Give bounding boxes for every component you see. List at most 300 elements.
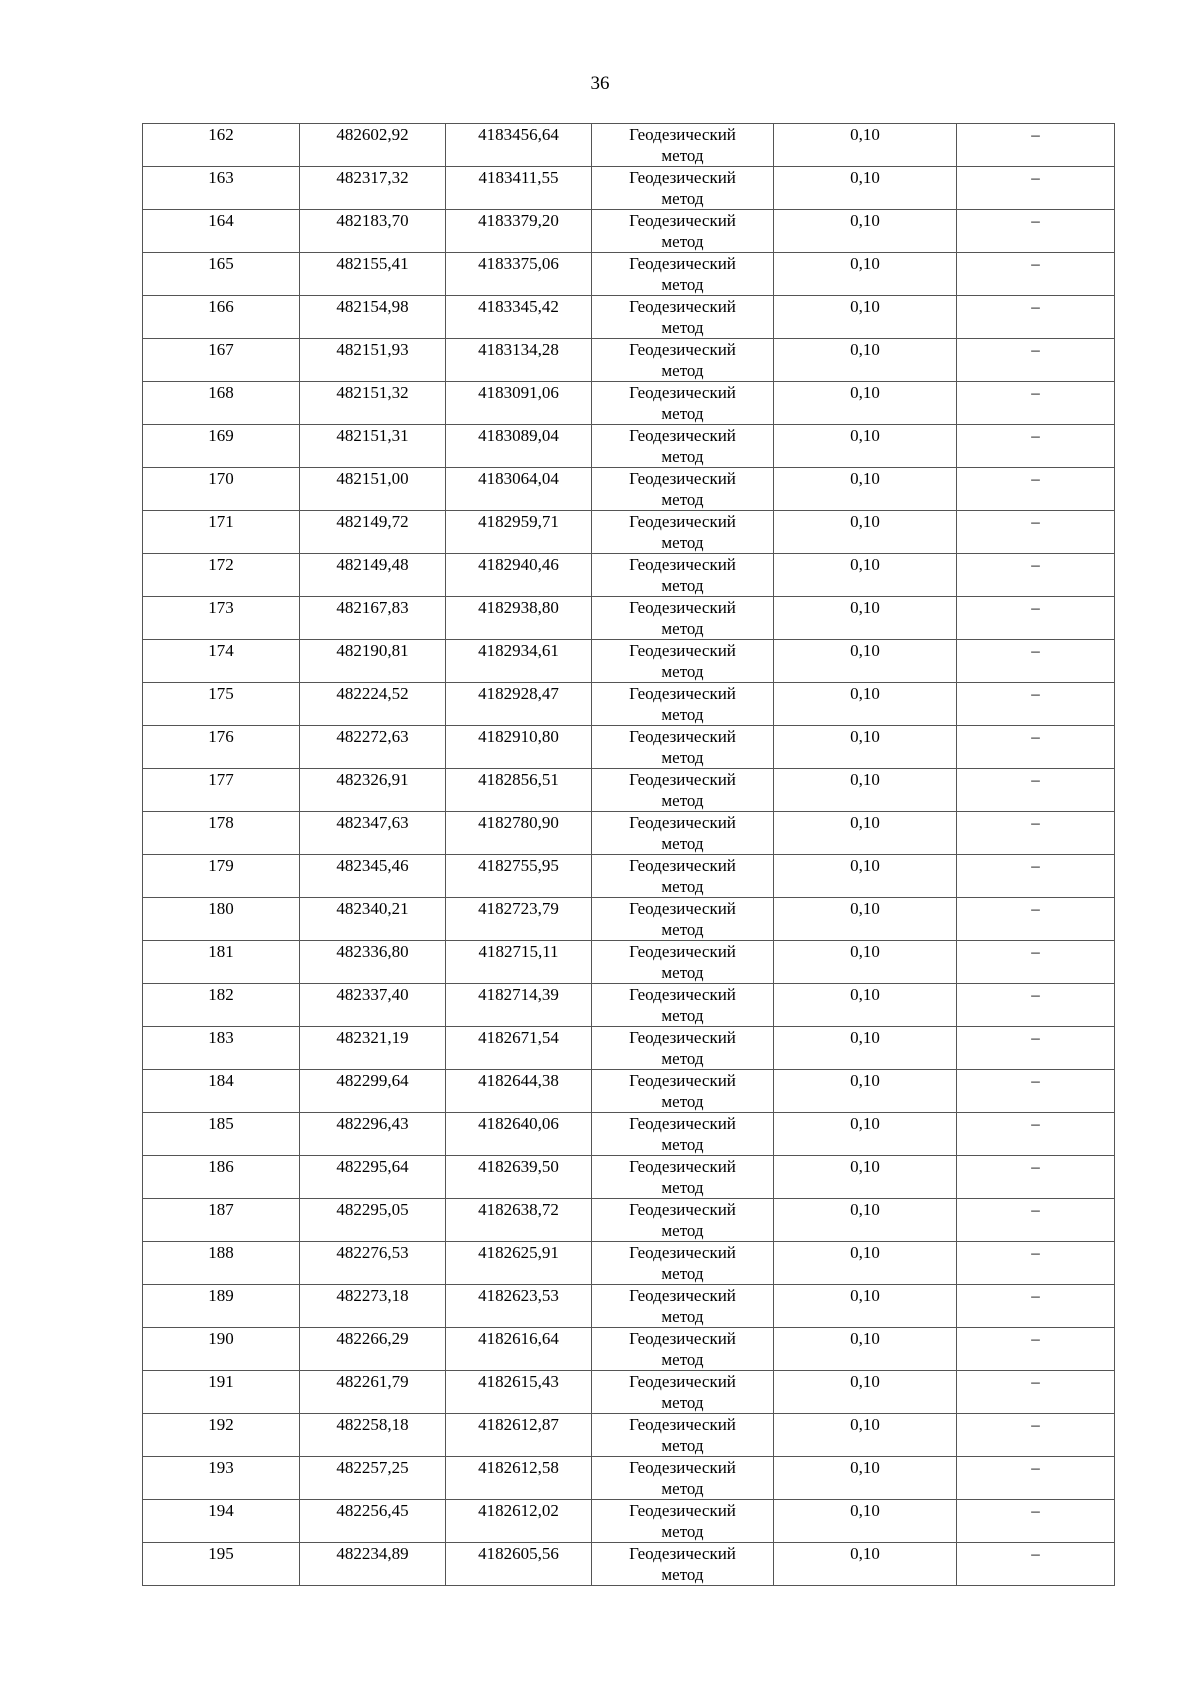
y-coordinate-cell: 4182625,91 (446, 1242, 592, 1285)
table-row (143, 1371, 1115, 1414)
method-cell (592, 769, 774, 812)
accuracy-cell: 0,10 (774, 1199, 957, 1242)
accuracy-cell: 0,10 (774, 511, 957, 554)
x-coordinate-cell: 482151,00 (300, 468, 446, 511)
method-line-1: Геодезический (629, 1157, 736, 1176)
note-cell: – (957, 468, 1115, 511)
y-coordinate-cell: 4182612,87 (446, 1414, 592, 1457)
method-line-2: метод (661, 1393, 704, 1412)
method-cell (592, 855, 774, 898)
accuracy-cell: 0,10 (774, 468, 957, 511)
y-coordinate-cell: 4183091,06 (446, 382, 592, 425)
x-coordinate-cell: 482337,40 (300, 984, 446, 1027)
accuracy-cell: 0,10 (774, 640, 957, 683)
table-row (143, 1113, 1115, 1156)
method-cell (592, 640, 774, 683)
method-cell (592, 253, 774, 296)
note-cell: – (957, 1285, 1115, 1328)
note-cell: – (957, 984, 1115, 1027)
point-number-cell: 181 (143, 941, 300, 984)
y-coordinate-cell: 4182856,51 (446, 769, 592, 812)
x-coordinate-cell: 482340,21 (300, 898, 446, 941)
method-line-2: метод (661, 920, 704, 939)
method-line-1: Геодезический (629, 1243, 736, 1262)
note-cell: – (957, 1328, 1115, 1371)
method-cell (592, 167, 774, 210)
note-cell: – (957, 554, 1115, 597)
method-line-1: Геодезический (629, 770, 736, 789)
y-coordinate-cell: 4183089,04 (446, 425, 592, 468)
method-line-2: метод (661, 1264, 704, 1283)
table-row (143, 468, 1115, 511)
accuracy-cell: 0,10 (774, 167, 957, 210)
point-number-cell: 174 (143, 640, 300, 683)
x-coordinate-cell: 482336,80 (300, 941, 446, 984)
method-line-2: метод (661, 1049, 704, 1068)
method-line-2: метод (661, 318, 704, 337)
point-number-cell: 192 (143, 1414, 300, 1457)
point-number-cell: 167 (143, 339, 300, 382)
point-number-cell: 172 (143, 554, 300, 597)
y-coordinate-cell: 4182612,02 (446, 1500, 592, 1543)
method-line-1: Геодезический (629, 383, 736, 402)
point-number-cell: 189 (143, 1285, 300, 1328)
y-coordinate-cell: 4183134,28 (446, 339, 592, 382)
y-coordinate-cell: 4182715,11 (446, 941, 592, 984)
point-number-cell: 191 (143, 1371, 300, 1414)
y-coordinate-cell: 4183411,55 (446, 167, 592, 210)
table-row (143, 1543, 1115, 1586)
method-line-1: Геодезический (629, 254, 736, 273)
method-cell (592, 984, 774, 1027)
y-coordinate-cell: 4182638,72 (446, 1199, 592, 1242)
y-coordinate-cell: 4183064,04 (446, 468, 592, 511)
note-cell: – (957, 1199, 1115, 1242)
method-line-1: Геодезический (629, 856, 736, 875)
table-row (143, 812, 1115, 855)
note-cell: – (957, 726, 1115, 769)
point-number-cell: 194 (143, 1500, 300, 1543)
method-cell (592, 1543, 774, 1586)
table-row (143, 855, 1115, 898)
table-row (143, 1414, 1115, 1457)
note-cell: – (957, 898, 1115, 941)
note-cell: – (957, 855, 1115, 898)
accuracy-cell: 0,10 (774, 425, 957, 468)
method-cell (592, 1285, 774, 1328)
accuracy-cell: 0,10 (774, 769, 957, 812)
method-line-1: Геодезический (629, 469, 736, 488)
accuracy-cell: 0,10 (774, 1457, 957, 1500)
method-line-1: Геодезический (629, 211, 736, 230)
note-cell: – (957, 1070, 1115, 1113)
y-coordinate-cell: 4182780,90 (446, 812, 592, 855)
x-coordinate-cell: 482345,46 (300, 855, 446, 898)
table-row (143, 1156, 1115, 1199)
accuracy-cell: 0,10 (774, 1027, 957, 1070)
note-cell: – (957, 769, 1115, 812)
method-cell (592, 339, 774, 382)
point-number-cell: 176 (143, 726, 300, 769)
method-cell (592, 210, 774, 253)
accuracy-cell: 0,10 (774, 1242, 957, 1285)
x-coordinate-cell: 482276,53 (300, 1242, 446, 1285)
table-row (143, 1328, 1115, 1371)
x-coordinate-cell: 482183,70 (300, 210, 446, 253)
coordinates-table (142, 123, 1115, 1586)
point-number-cell: 177 (143, 769, 300, 812)
method-cell (592, 726, 774, 769)
table-row (143, 1457, 1115, 1500)
method-cell (592, 1242, 774, 1285)
y-coordinate-cell: 4182959,71 (446, 511, 592, 554)
method-line-2: метод (661, 705, 704, 724)
x-coordinate-cell: 482261,79 (300, 1371, 446, 1414)
accuracy-cell: 0,10 (774, 1500, 957, 1543)
method-line-1: Геодезический (629, 985, 736, 1004)
table-row (143, 898, 1115, 941)
method-line-2: метод (661, 1221, 704, 1240)
method-cell (592, 1328, 774, 1371)
method-line-1: Геодезический (629, 1415, 736, 1434)
note-cell: – (957, 941, 1115, 984)
x-coordinate-cell: 482154,98 (300, 296, 446, 339)
note-cell: – (957, 124, 1115, 167)
method-line-2: метод (661, 834, 704, 853)
accuracy-cell: 0,10 (774, 855, 957, 898)
note-cell: – (957, 167, 1115, 210)
method-cell (592, 812, 774, 855)
point-number-cell: 162 (143, 124, 300, 167)
method-line-2: метод (661, 1350, 704, 1369)
note-cell: – (957, 210, 1115, 253)
x-coordinate-cell: 482167,83 (300, 597, 446, 640)
y-coordinate-cell: 4182644,38 (446, 1070, 592, 1113)
method-line-2: метод (661, 146, 704, 165)
accuracy-cell: 0,10 (774, 812, 957, 855)
method-line-1: Геодезический (629, 1286, 736, 1305)
y-coordinate-cell: 4182616,64 (446, 1328, 592, 1371)
y-coordinate-cell: 4182615,43 (446, 1371, 592, 1414)
method-line-2: метод (661, 662, 704, 681)
accuracy-cell: 0,10 (774, 1543, 957, 1586)
method-cell (592, 1457, 774, 1500)
table-row (143, 1027, 1115, 1070)
point-number-cell: 163 (143, 167, 300, 210)
y-coordinate-cell: 4182605,56 (446, 1543, 592, 1586)
x-coordinate-cell: 482347,63 (300, 812, 446, 855)
point-number-cell: 165 (143, 253, 300, 296)
accuracy-cell: 0,10 (774, 1156, 957, 1199)
y-coordinate-cell: 4183456,64 (446, 124, 592, 167)
accuracy-cell: 0,10 (774, 210, 957, 253)
method-line-2: метод (661, 533, 704, 552)
point-number-cell: 186 (143, 1156, 300, 1199)
method-line-2: метод (661, 791, 704, 810)
method-line-2: метод (661, 361, 704, 380)
method-cell (592, 1070, 774, 1113)
method-line-1: Геодезический (629, 899, 736, 918)
method-cell (592, 124, 774, 167)
accuracy-cell: 0,10 (774, 339, 957, 382)
table-row (143, 1199, 1115, 1242)
accuracy-cell: 0,10 (774, 898, 957, 941)
point-number-cell: 183 (143, 1027, 300, 1070)
note-cell: – (957, 382, 1115, 425)
method-cell (592, 1027, 774, 1070)
method-line-1: Геодезический (629, 1114, 736, 1133)
method-cell (592, 1414, 774, 1457)
method-line-2: метод (661, 619, 704, 638)
x-coordinate-cell: 482273,18 (300, 1285, 446, 1328)
accuracy-cell: 0,10 (774, 1113, 957, 1156)
point-number-cell: 185 (143, 1113, 300, 1156)
method-cell (592, 468, 774, 511)
table-row (143, 1500, 1115, 1543)
note-cell: – (957, 296, 1115, 339)
note-cell: – (957, 1371, 1115, 1414)
accuracy-cell: 0,10 (774, 1414, 957, 1457)
method-line-2: метод (661, 275, 704, 294)
accuracy-cell: 0,10 (774, 382, 957, 425)
x-coordinate-cell: 482258,18 (300, 1414, 446, 1457)
table-row (143, 253, 1115, 296)
method-line-2: метод (661, 576, 704, 595)
page-number: 36 (590, 73, 610, 94)
point-number-cell: 190 (143, 1328, 300, 1371)
point-number-cell: 193 (143, 1457, 300, 1500)
table-row (143, 511, 1115, 554)
method-line-1: Геодезический (629, 297, 736, 316)
point-number-cell: 180 (143, 898, 300, 941)
y-coordinate-cell: 4182623,53 (446, 1285, 592, 1328)
table-row (143, 1285, 1115, 1328)
x-coordinate-cell: 482257,25 (300, 1457, 446, 1500)
note-cell: – (957, 1156, 1115, 1199)
point-number-cell: 179 (143, 855, 300, 898)
accuracy-cell: 0,10 (774, 941, 957, 984)
point-number-cell: 178 (143, 812, 300, 855)
method-line-2: метод (661, 1006, 704, 1025)
point-number-cell: 171 (143, 511, 300, 554)
y-coordinate-cell: 4182612,58 (446, 1457, 592, 1500)
note-cell: – (957, 253, 1115, 296)
method-line-2: метод (661, 1479, 704, 1498)
method-cell (592, 941, 774, 984)
y-coordinate-cell: 4182714,39 (446, 984, 592, 1027)
accuracy-cell: 0,10 (774, 1070, 957, 1113)
y-coordinate-cell: 4182723,79 (446, 898, 592, 941)
accuracy-cell: 0,10 (774, 253, 957, 296)
point-number-cell: 164 (143, 210, 300, 253)
method-line-1: Геодезический (629, 1200, 736, 1219)
table-row (143, 124, 1115, 167)
point-number-cell: 195 (143, 1543, 300, 1586)
table-row (143, 210, 1115, 253)
x-coordinate-cell: 482326,91 (300, 769, 446, 812)
table-row (143, 1070, 1115, 1113)
method-line-2: метод (661, 1307, 704, 1326)
y-coordinate-cell: 4182639,50 (446, 1156, 592, 1199)
x-coordinate-cell: 482224,52 (300, 683, 446, 726)
table-row (143, 1242, 1115, 1285)
method-line-1: Геодезический (629, 168, 736, 187)
note-cell: – (957, 1543, 1115, 1586)
point-number-cell: 173 (143, 597, 300, 640)
accuracy-cell: 0,10 (774, 984, 957, 1027)
table-row (143, 425, 1115, 468)
method-cell (592, 382, 774, 425)
note-cell: – (957, 812, 1115, 855)
table-row (143, 167, 1115, 210)
note-cell: – (957, 640, 1115, 683)
accuracy-cell: 0,10 (774, 1328, 957, 1371)
y-coordinate-cell: 4182934,61 (446, 640, 592, 683)
method-line-2: метод (661, 232, 704, 251)
coordinates-table-body (143, 124, 1115, 1586)
method-line-2: метод (661, 1135, 704, 1154)
method-cell (592, 1500, 774, 1543)
note-cell: – (957, 1414, 1115, 1457)
method-line-2: метод (661, 877, 704, 896)
table-row (143, 769, 1115, 812)
x-coordinate-cell: 482299,64 (300, 1070, 446, 1113)
note-cell: – (957, 1500, 1115, 1543)
point-number-cell: 169 (143, 425, 300, 468)
method-line-1: Геодезический (629, 1329, 736, 1348)
y-coordinate-cell: 4182671,54 (446, 1027, 592, 1070)
y-coordinate-cell: 4182928,47 (446, 683, 592, 726)
point-number-cell: 182 (143, 984, 300, 1027)
method-line-1: Геодезический (629, 942, 736, 961)
method-line-1: Геодезический (629, 1458, 736, 1477)
method-cell (592, 1156, 774, 1199)
point-number-cell: 168 (143, 382, 300, 425)
x-coordinate-cell: 482317,32 (300, 167, 446, 210)
table-row (143, 597, 1115, 640)
method-line-1: Геодезический (629, 125, 736, 144)
method-line-1: Геодезический (629, 426, 736, 445)
method-cell (592, 597, 774, 640)
table-row (143, 554, 1115, 597)
x-coordinate-cell: 482295,64 (300, 1156, 446, 1199)
table-row (143, 726, 1115, 769)
note-cell: – (957, 339, 1115, 382)
accuracy-cell: 0,10 (774, 1371, 957, 1414)
method-line-2: метод (661, 1436, 704, 1455)
method-line-2: метод (661, 1092, 704, 1111)
table-row (143, 984, 1115, 1027)
y-coordinate-cell: 4183345,42 (446, 296, 592, 339)
y-coordinate-cell: 4182755,95 (446, 855, 592, 898)
method-line-1: Геодезический (629, 727, 736, 746)
y-coordinate-cell: 4183379,20 (446, 210, 592, 253)
x-coordinate-cell: 482266,29 (300, 1328, 446, 1371)
note-cell: – (957, 1457, 1115, 1500)
method-line-1: Геодезический (629, 813, 736, 832)
x-coordinate-cell: 482256,45 (300, 1500, 446, 1543)
note-cell: – (957, 425, 1115, 468)
method-line-2: метод (661, 1565, 704, 1584)
method-cell (592, 1371, 774, 1414)
y-coordinate-cell: 4182910,80 (446, 726, 592, 769)
table-row (143, 339, 1115, 382)
method-line-1: Геодезический (629, 340, 736, 359)
x-coordinate-cell: 482151,32 (300, 382, 446, 425)
method-line-2: метод (661, 1178, 704, 1197)
note-cell: – (957, 511, 1115, 554)
point-number-cell: 187 (143, 1199, 300, 1242)
accuracy-cell: 0,10 (774, 1285, 957, 1328)
method-line-2: метод (661, 1522, 704, 1541)
y-coordinate-cell: 4182938,80 (446, 597, 592, 640)
accuracy-cell: 0,10 (774, 296, 957, 339)
method-line-1: Геодезический (629, 598, 736, 617)
method-line-1: Геодезический (629, 1501, 736, 1520)
point-number-cell: 170 (143, 468, 300, 511)
point-number-cell: 184 (143, 1070, 300, 1113)
method-line-1: Геодезический (629, 1372, 736, 1391)
method-cell (592, 296, 774, 339)
method-line-1: Геодезический (629, 512, 736, 531)
x-coordinate-cell: 482155,41 (300, 253, 446, 296)
note-cell: – (957, 1027, 1115, 1070)
method-cell (592, 425, 774, 468)
method-line-1: Геодезический (629, 1544, 736, 1563)
method-cell (592, 898, 774, 941)
x-coordinate-cell: 482296,43 (300, 1113, 446, 1156)
x-coordinate-cell: 482295,05 (300, 1199, 446, 1242)
accuracy-cell: 0,10 (774, 597, 957, 640)
x-coordinate-cell: 482234,89 (300, 1543, 446, 1586)
method-line-1: Геодезический (629, 1028, 736, 1047)
accuracy-cell: 0,10 (774, 726, 957, 769)
accuracy-cell: 0,10 (774, 124, 957, 167)
method-line-1: Геодезический (629, 684, 736, 703)
x-coordinate-cell: 482149,72 (300, 511, 446, 554)
table-row (143, 382, 1115, 425)
x-coordinate-cell: 482151,31 (300, 425, 446, 468)
table-row (143, 941, 1115, 984)
method-line-1: Геодезический (629, 555, 736, 574)
method-cell (592, 1199, 774, 1242)
method-line-2: метод (661, 963, 704, 982)
method-line-1: Геодезический (629, 1071, 736, 1090)
accuracy-cell: 0,10 (774, 683, 957, 726)
y-coordinate-cell: 4183375,06 (446, 253, 592, 296)
point-number-cell: 166 (143, 296, 300, 339)
table-row (143, 640, 1115, 683)
method-cell (592, 1113, 774, 1156)
method-line-2: метод (661, 447, 704, 466)
point-number-cell: 188 (143, 1242, 300, 1285)
method-line-2: метод (661, 490, 704, 509)
method-cell (592, 683, 774, 726)
x-coordinate-cell: 482272,63 (300, 726, 446, 769)
method-line-2: метод (661, 189, 704, 208)
table-row (143, 683, 1115, 726)
x-coordinate-cell: 482602,92 (300, 124, 446, 167)
accuracy-cell: 0,10 (774, 554, 957, 597)
note-cell: – (957, 683, 1115, 726)
x-coordinate-cell: 482190,81 (300, 640, 446, 683)
point-number-cell: 175 (143, 683, 300, 726)
note-cell: – (957, 597, 1115, 640)
note-cell: – (957, 1242, 1115, 1285)
method-line-2: метод (661, 748, 704, 767)
y-coordinate-cell: 4182940,46 (446, 554, 592, 597)
x-coordinate-cell: 482151,93 (300, 339, 446, 382)
